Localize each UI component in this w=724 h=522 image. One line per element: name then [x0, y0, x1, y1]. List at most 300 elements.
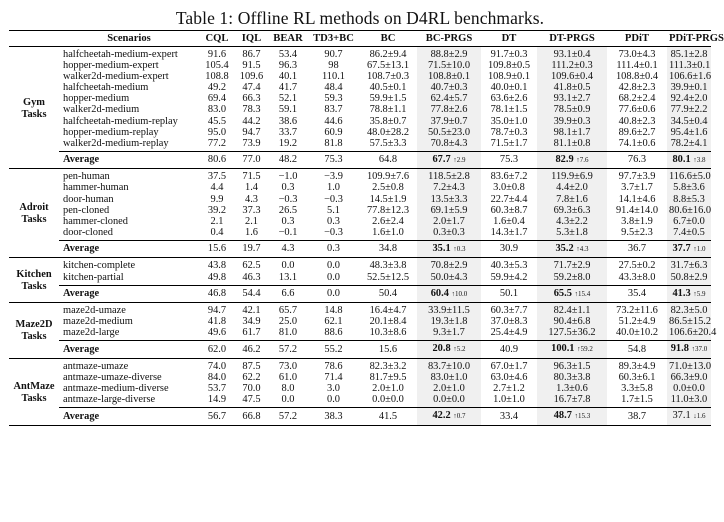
score-cell: 71.0±13.0	[667, 358, 711, 372]
average-row	[9, 151, 711, 169]
score-cell: 60.9	[324, 126, 343, 138]
score-cell: 43.8	[207, 260, 227, 272]
score-cell: 48.4	[324, 82, 343, 94]
score-cell: 44.6	[324, 115, 343, 127]
score-cell: 60.3±7.7	[490, 305, 528, 317]
average-cell	[308, 408, 359, 426]
scenario-name: pen-cloned	[63, 204, 110, 216]
score-cell: 73.0	[278, 360, 298, 372]
score-cell: 0.0	[327, 271, 340, 283]
group-label-word: Tasks	[21, 392, 47, 404]
score-cell: 37.0±8.3	[490, 316, 528, 328]
score-cell: 42.8±2.3	[618, 82, 656, 94]
score-cell: 71.5±1.7	[490, 137, 528, 149]
score-cell: 82.3±5.0	[667, 303, 711, 317]
score-cell: 5.3±1.8	[537, 227, 607, 241]
score-cell: 14.9	[207, 394, 227, 406]
score-cell: 86.5±15.2	[669, 316, 712, 328]
score-cell: 111.4±0.1	[616, 60, 658, 72]
average-cell	[537, 285, 607, 303]
score-cell: 2.5±0.8	[372, 182, 404, 194]
score-cell: 5.8±3.6	[667, 182, 711, 193]
scenario-name: maze2d-medium	[63, 316, 133, 328]
score-cell: 59.9±4.2	[490, 271, 528, 283]
score-cell: 83.0±1.0	[417, 372, 481, 383]
average-cell	[537, 240, 607, 258]
score-cell: 40.5±0.1	[369, 82, 407, 94]
score-cell: 71.4	[324, 371, 343, 383]
score-cell: 60.3±6.1	[618, 371, 656, 383]
average-cell	[235, 341, 268, 359]
average-value: 4.3	[281, 243, 295, 255]
score-cell: 108.7±0.3	[366, 71, 410, 83]
score-cell: 83.0	[207, 104, 227, 116]
score-cell: 8.0	[281, 383, 295, 395]
table-row	[9, 47, 711, 61]
score-cell: 3.0±0.8	[493, 182, 525, 194]
average-value: 54.4	[242, 288, 261, 300]
average-value: Average	[63, 154, 100, 166]
score-cell: 39.9±0.3	[537, 116, 607, 127]
score-cell: −0.3	[324, 193, 343, 205]
scenario-name: walker2d-medium	[63, 104, 140, 116]
score-cell: 108.9±0.1	[487, 71, 531, 83]
score-cell: 37.3	[242, 204, 261, 216]
score-cell: 81.0	[278, 327, 298, 339]
average-value: 67.7	[432, 153, 451, 165]
average-value: 20.8	[432, 343, 451, 355]
score-cell: 106.6±1.6	[669, 71, 712, 83]
score-cell: 47.5	[242, 394, 261, 406]
average-value: 41.5	[378, 410, 398, 422]
table-caption: Table 1: Offline RL methods on D4RL benchmarks.	[175, 8, 545, 28]
score-cell: 92.4±2.0	[667, 93, 711, 104]
average-cell	[417, 151, 481, 169]
average-value: 38.3	[324, 410, 343, 422]
average-cell	[607, 341, 667, 359]
average-cell	[607, 408, 667, 426]
score-cell: 42.1	[242, 305, 261, 317]
results-table	[9, 30, 724, 426]
average-value: 30.9	[499, 243, 519, 255]
table-row	[9, 394, 711, 408]
score-cell: 27.5±0.2	[618, 260, 656, 272]
score-cell: 62.4±5.7	[417, 93, 481, 104]
average-cell	[481, 285, 537, 303]
score-cell: 35.0±1.0	[490, 115, 528, 127]
score-cell: 2.1	[245, 215, 258, 227]
average-label	[59, 285, 199, 303]
score-cell: 11.0±3.0	[667, 394, 711, 408]
average-label	[59, 408, 199, 426]
score-cell: 4.4	[210, 182, 224, 194]
average-value: 66.8	[242, 410, 261, 422]
score-cell: 14.3±1.7	[490, 226, 528, 238]
score-cell: 14.5±1.9	[369, 193, 407, 205]
score-cell: 81.1±0.8	[537, 138, 607, 152]
average-value: 40.9	[499, 343, 519, 355]
table-row	[9, 182, 711, 193]
score-cell: 2.6±2.4	[372, 215, 404, 227]
average-cell	[308, 151, 359, 169]
table-row	[9, 127, 711, 138]
score-cell: 90.7	[324, 49, 343, 60]
score-cell: 62.2	[242, 371, 261, 383]
average-cell	[417, 240, 481, 258]
scenario-name: kitchen-complete	[63, 260, 136, 272]
average-cell	[607, 240, 667, 258]
delta-badge: ↑0.7	[453, 412, 466, 421]
scenario-name: walker2d-medium-expert	[63, 71, 169, 83]
average-value: 19.7	[242, 243, 261, 255]
score-cell: 59.9±1.5	[369, 93, 407, 105]
group-label-word: Gym	[23, 96, 45, 108]
score-cell: 3.8±1.9	[621, 215, 653, 227]
scenario-name: antmaze-medium-diverse	[63, 383, 169, 395]
average-cell	[199, 285, 235, 303]
average-value: 37.1	[672, 410, 691, 422]
score-cell: 33.9±11.5	[417, 303, 481, 317]
average-value: 37.7	[672, 242, 691, 254]
average-cell	[537, 408, 607, 426]
header-pdit-prgs: PDiT-PRGS	[669, 33, 724, 44]
delta-badge: ↑2.9	[453, 155, 466, 164]
group-label-word: Tasks	[21, 214, 47, 226]
score-cell: 77.2	[207, 137, 227, 149]
average-value: 62.0	[207, 343, 227, 355]
score-cell: 9.3±1.7	[417, 327, 481, 341]
header-pdit: PDiT	[624, 33, 650, 44]
table-row	[9, 82, 711, 93]
score-cell: −3.9	[324, 171, 343, 183]
score-cell: 39.9±0.1	[667, 82, 711, 93]
score-cell: 1.0	[327, 182, 340, 194]
delta-badge: ↑0.3	[453, 244, 466, 253]
average-cell	[667, 408, 711, 426]
average-value: 35.1	[432, 242, 451, 254]
average-value: 100.1	[551, 343, 575, 355]
score-cell: 0.4	[210, 226, 224, 238]
average-value: 76.3	[627, 154, 647, 166]
score-cell: 66.3	[242, 93, 261, 105]
delta-badge: ↑59.2	[577, 345, 593, 354]
table-row	[9, 138, 711, 152]
average-cell	[359, 408, 417, 426]
score-cell: 95.4±1.6	[667, 127, 711, 138]
table-row	[9, 227, 711, 241]
score-cell: 96.3	[278, 60, 298, 72]
score-cell: 1.0±1.0	[493, 394, 525, 406]
header-dt-prgs: DT-PRGS	[549, 33, 595, 44]
table-row	[9, 104, 711, 115]
score-cell: 37.5	[207, 171, 227, 183]
scenario-name: hopper-medium	[63, 93, 130, 105]
score-cell: 22.7±4.4	[490, 193, 528, 205]
average-value: 50.1	[499, 288, 519, 300]
header-cql: CQL	[205, 33, 229, 44]
score-cell: 109.6	[239, 71, 264, 83]
score-cell: 88.8±2.9	[417, 47, 481, 61]
header-row	[9, 31, 711, 47]
scenario-name: maze2d-large	[63, 327, 120, 339]
score-cell: 14.1±4.6	[618, 193, 656, 205]
score-cell: 68.2±2.4	[618, 93, 656, 105]
score-cell: 88.6	[324, 327, 343, 339]
score-cell: 80.3±3.8	[537, 372, 607, 383]
score-cell: 109.6±0.4	[537, 71, 607, 82]
delta-badge: ↑15.4	[574, 289, 591, 298]
average-cell	[481, 240, 537, 258]
score-cell: 4.4±2.0	[537, 182, 607, 193]
score-cell: 66.3±9.0	[667, 372, 711, 383]
score-cell: 50.8±2.9	[667, 272, 711, 286]
table-row	[9, 383, 711, 394]
average-value: Average	[63, 343, 100, 355]
score-cell: 1.7±1.5	[621, 394, 653, 406]
score-cell: 1.6	[245, 226, 258, 238]
score-cell: 73.9	[242, 137, 261, 149]
score-cell: 71.5±10.0	[417, 60, 481, 71]
score-cell: 73.0±4.3	[618, 49, 656, 60]
score-cell: 0.3	[281, 182, 295, 194]
scenario-name: maze2d-umaze	[63, 305, 126, 317]
delta-badge: ↑4.3	[576, 244, 589, 253]
average-cell	[235, 285, 268, 303]
score-cell: 86.2±9.4	[369, 49, 407, 60]
table-row	[9, 372, 711, 383]
score-cell: 78.6	[324, 360, 343, 372]
average-value: 80.6	[207, 154, 227, 166]
average-cell	[235, 151, 268, 169]
score-cell: 53.4	[278, 49, 298, 60]
delta-badge: ↑5.2	[453, 345, 466, 354]
score-cell: 48.3±3.8	[369, 260, 407, 272]
average-value: 46.8	[207, 288, 227, 300]
score-cell: 61.0	[278, 371, 298, 383]
average-value: 0.3	[327, 243, 340, 255]
header-bear: BEAR	[273, 33, 303, 44]
score-cell: 2.0±1.0	[417, 383, 481, 394]
average-value: 15.6	[207, 243, 227, 255]
score-cell: 41.7	[278, 82, 298, 94]
score-cell: 41.8	[207, 316, 227, 328]
score-cell: 49.8	[207, 271, 227, 283]
score-cell: 89.3±4.9	[618, 360, 656, 372]
table-row	[9, 272, 711, 286]
average-value: 77.0	[242, 154, 261, 166]
score-cell: 7.8±1.6	[537, 194, 607, 205]
table-row	[9, 216, 711, 227]
score-cell: 19.2	[278, 137, 298, 149]
score-cell: 62.1	[324, 316, 343, 328]
score-cell: 52.5±12.5	[366, 271, 410, 283]
scenario-name: antmaze-large-diverse	[63, 394, 156, 406]
average-value: 48.7	[553, 410, 572, 422]
average-label	[59, 240, 199, 258]
score-cell: 46.3	[242, 271, 261, 283]
average-label	[59, 341, 199, 359]
score-cell: 127.5±36.2	[537, 327, 607, 341]
score-cell: 70.8±2.9	[417, 258, 481, 272]
scenario-name: antmaze-umaze-diverse	[63, 371, 162, 383]
average-cell	[359, 151, 417, 169]
score-cell: 70.0	[242, 383, 261, 395]
group-label	[9, 169, 59, 258]
average-label	[59, 151, 199, 169]
score-cell: 62.5	[242, 260, 261, 272]
score-cell: 9.9	[210, 193, 224, 205]
score-cell: 85.1±2.8	[667, 47, 711, 61]
score-cell: 84.0	[207, 371, 227, 383]
score-cell: 40.3±5.3	[490, 260, 528, 272]
score-cell: 82.4±1.1	[537, 303, 607, 317]
score-cell: 16.4±4.7	[369, 305, 407, 317]
score-cell: 3.0	[327, 383, 340, 395]
score-cell: 118.5±2.8	[417, 169, 481, 183]
score-cell: 97.7±3.9	[618, 171, 656, 183]
score-cell: 0.0±0.0	[417, 394, 481, 408]
average-value: 75.3	[324, 154, 343, 166]
score-cell: 83.7	[324, 104, 343, 116]
score-cell: 78.2±4.1	[667, 138, 711, 152]
score-cell: 86.7	[242, 49, 261, 60]
score-cell: 4.3	[245, 193, 258, 205]
table-row	[9, 116, 711, 127]
average-value: 0.0	[327, 288, 340, 300]
scenario-name: door-cloned	[63, 226, 113, 238]
score-cell: 2.0±1.0	[372, 383, 404, 395]
score-cell: 108.8	[205, 71, 229, 83]
score-cell: 59.1	[278, 104, 298, 116]
score-cell: 78.1±1.5	[490, 104, 528, 116]
score-cell: 78.7±0.3	[490, 126, 528, 138]
table-row	[9, 258, 711, 272]
header-scenarios: Scenarios	[107, 33, 151, 44]
average-cell	[417, 408, 481, 426]
average-cell	[308, 341, 359, 359]
score-cell: 9.5±2.3	[621, 226, 653, 238]
score-cell: 49.2	[207, 82, 227, 94]
average-row	[9, 240, 711, 258]
header-bc: BC	[380, 33, 396, 44]
score-cell: 5.1	[327, 204, 340, 216]
score-cell: 34.9	[242, 316, 261, 328]
score-cell: 57.5±3.3	[369, 137, 407, 149]
score-cell: 38.6	[278, 115, 298, 127]
score-cell: 52.1	[278, 93, 298, 105]
score-cell: 10.3±8.6	[369, 327, 407, 339]
scenario-name: hammer-human	[63, 182, 129, 194]
average-value: 57.2	[278, 343, 298, 355]
score-cell: 20.1±8.4	[369, 316, 407, 328]
delta-badge: ↑1.0	[693, 244, 706, 253]
score-cell: 77.8±2.6	[417, 104, 481, 115]
score-cell: 108.8±0.1	[417, 71, 481, 82]
score-cell: 13.1	[278, 271, 298, 283]
scenario-name: halfcheetah-medium	[63, 82, 149, 94]
average-cell	[481, 341, 537, 359]
group-label	[9, 358, 59, 425]
score-cell: 37.9±0.7	[417, 116, 481, 127]
average-cell	[607, 285, 667, 303]
average-cell	[199, 408, 235, 426]
group-label	[9, 258, 59, 303]
group-label-word: AntMaze	[13, 380, 55, 392]
average-value: 35.4	[627, 288, 647, 300]
score-cell: 74.1±0.6	[618, 137, 656, 149]
average-value: 15.6	[378, 343, 398, 355]
score-cell: 93.1±0.4	[537, 47, 607, 61]
average-cell	[667, 151, 711, 169]
average-value: 34.8	[378, 243, 398, 255]
score-cell: 0.0±0.0	[667, 383, 711, 394]
average-cell	[607, 151, 667, 169]
average-value: 38.7	[627, 410, 647, 422]
average-value: 36.7	[627, 243, 647, 255]
score-cell: 31.7±6.3	[667, 258, 711, 272]
table-row	[9, 303, 711, 317]
score-cell: 53.7	[207, 383, 227, 395]
score-cell: 94.7	[242, 126, 261, 138]
score-cell: 93.1±2.7	[537, 93, 607, 104]
score-cell: 74.0	[207, 360, 227, 372]
score-cell: 69.1±5.9	[417, 205, 481, 216]
average-value: 54.8	[627, 343, 647, 355]
score-cell: 82.3±3.2	[369, 360, 407, 372]
score-cell: 67.5±13.1	[366, 60, 410, 72]
score-cell: 0.0±0.0	[372, 394, 404, 406]
average-value: 42.2	[432, 410, 451, 422]
score-cell: 70.8±4.3	[417, 138, 481, 152]
score-cell: 8.8±5.3	[667, 194, 711, 205]
average-value: 41.3	[672, 287, 691, 299]
average-value: 48.2	[278, 154, 298, 166]
scenario-name: hammer-cloned	[63, 215, 128, 227]
average-value: 75.3	[499, 154, 519, 166]
scenario-name: hopper-medium-expert	[63, 60, 159, 72]
score-cell: 63.0±4.6	[490, 371, 528, 383]
scenario-name: door-human	[63, 193, 114, 205]
score-cell: 98	[328, 60, 339, 72]
score-cell: 91.6	[207, 49, 227, 60]
score-cell: 1.3±0.6	[537, 383, 607, 394]
table-row	[9, 205, 711, 216]
average-row	[9, 408, 711, 426]
score-cell: 41.8±0.5	[537, 82, 607, 93]
score-cell: 0.0	[281, 260, 295, 272]
score-cell: 91.7±0.3	[490, 49, 528, 60]
score-cell: 109.9±7.6	[366, 171, 410, 183]
score-cell: 105.4	[205, 60, 229, 72]
delta-badge: ↑37.0	[691, 345, 708, 354]
table-row	[9, 327, 711, 341]
score-cell: 0.0	[327, 394, 340, 406]
average-value: 64.8	[378, 154, 398, 166]
group-label-word: Maze2D	[15, 319, 53, 331]
average-cell	[308, 240, 359, 258]
average-cell	[268, 151, 308, 169]
group-label	[9, 303, 59, 359]
average-cell	[308, 285, 359, 303]
score-cell: 108.8±0.4	[615, 71, 659, 83]
score-cell: 4.3±2.2	[537, 216, 607, 227]
score-cell: 59.3	[324, 93, 343, 105]
table-row	[9, 358, 711, 372]
score-cell: 71.5	[242, 171, 261, 183]
score-cell: 110.1	[322, 71, 345, 83]
average-value: 80.1	[672, 153, 691, 165]
table-row	[9, 71, 711, 82]
